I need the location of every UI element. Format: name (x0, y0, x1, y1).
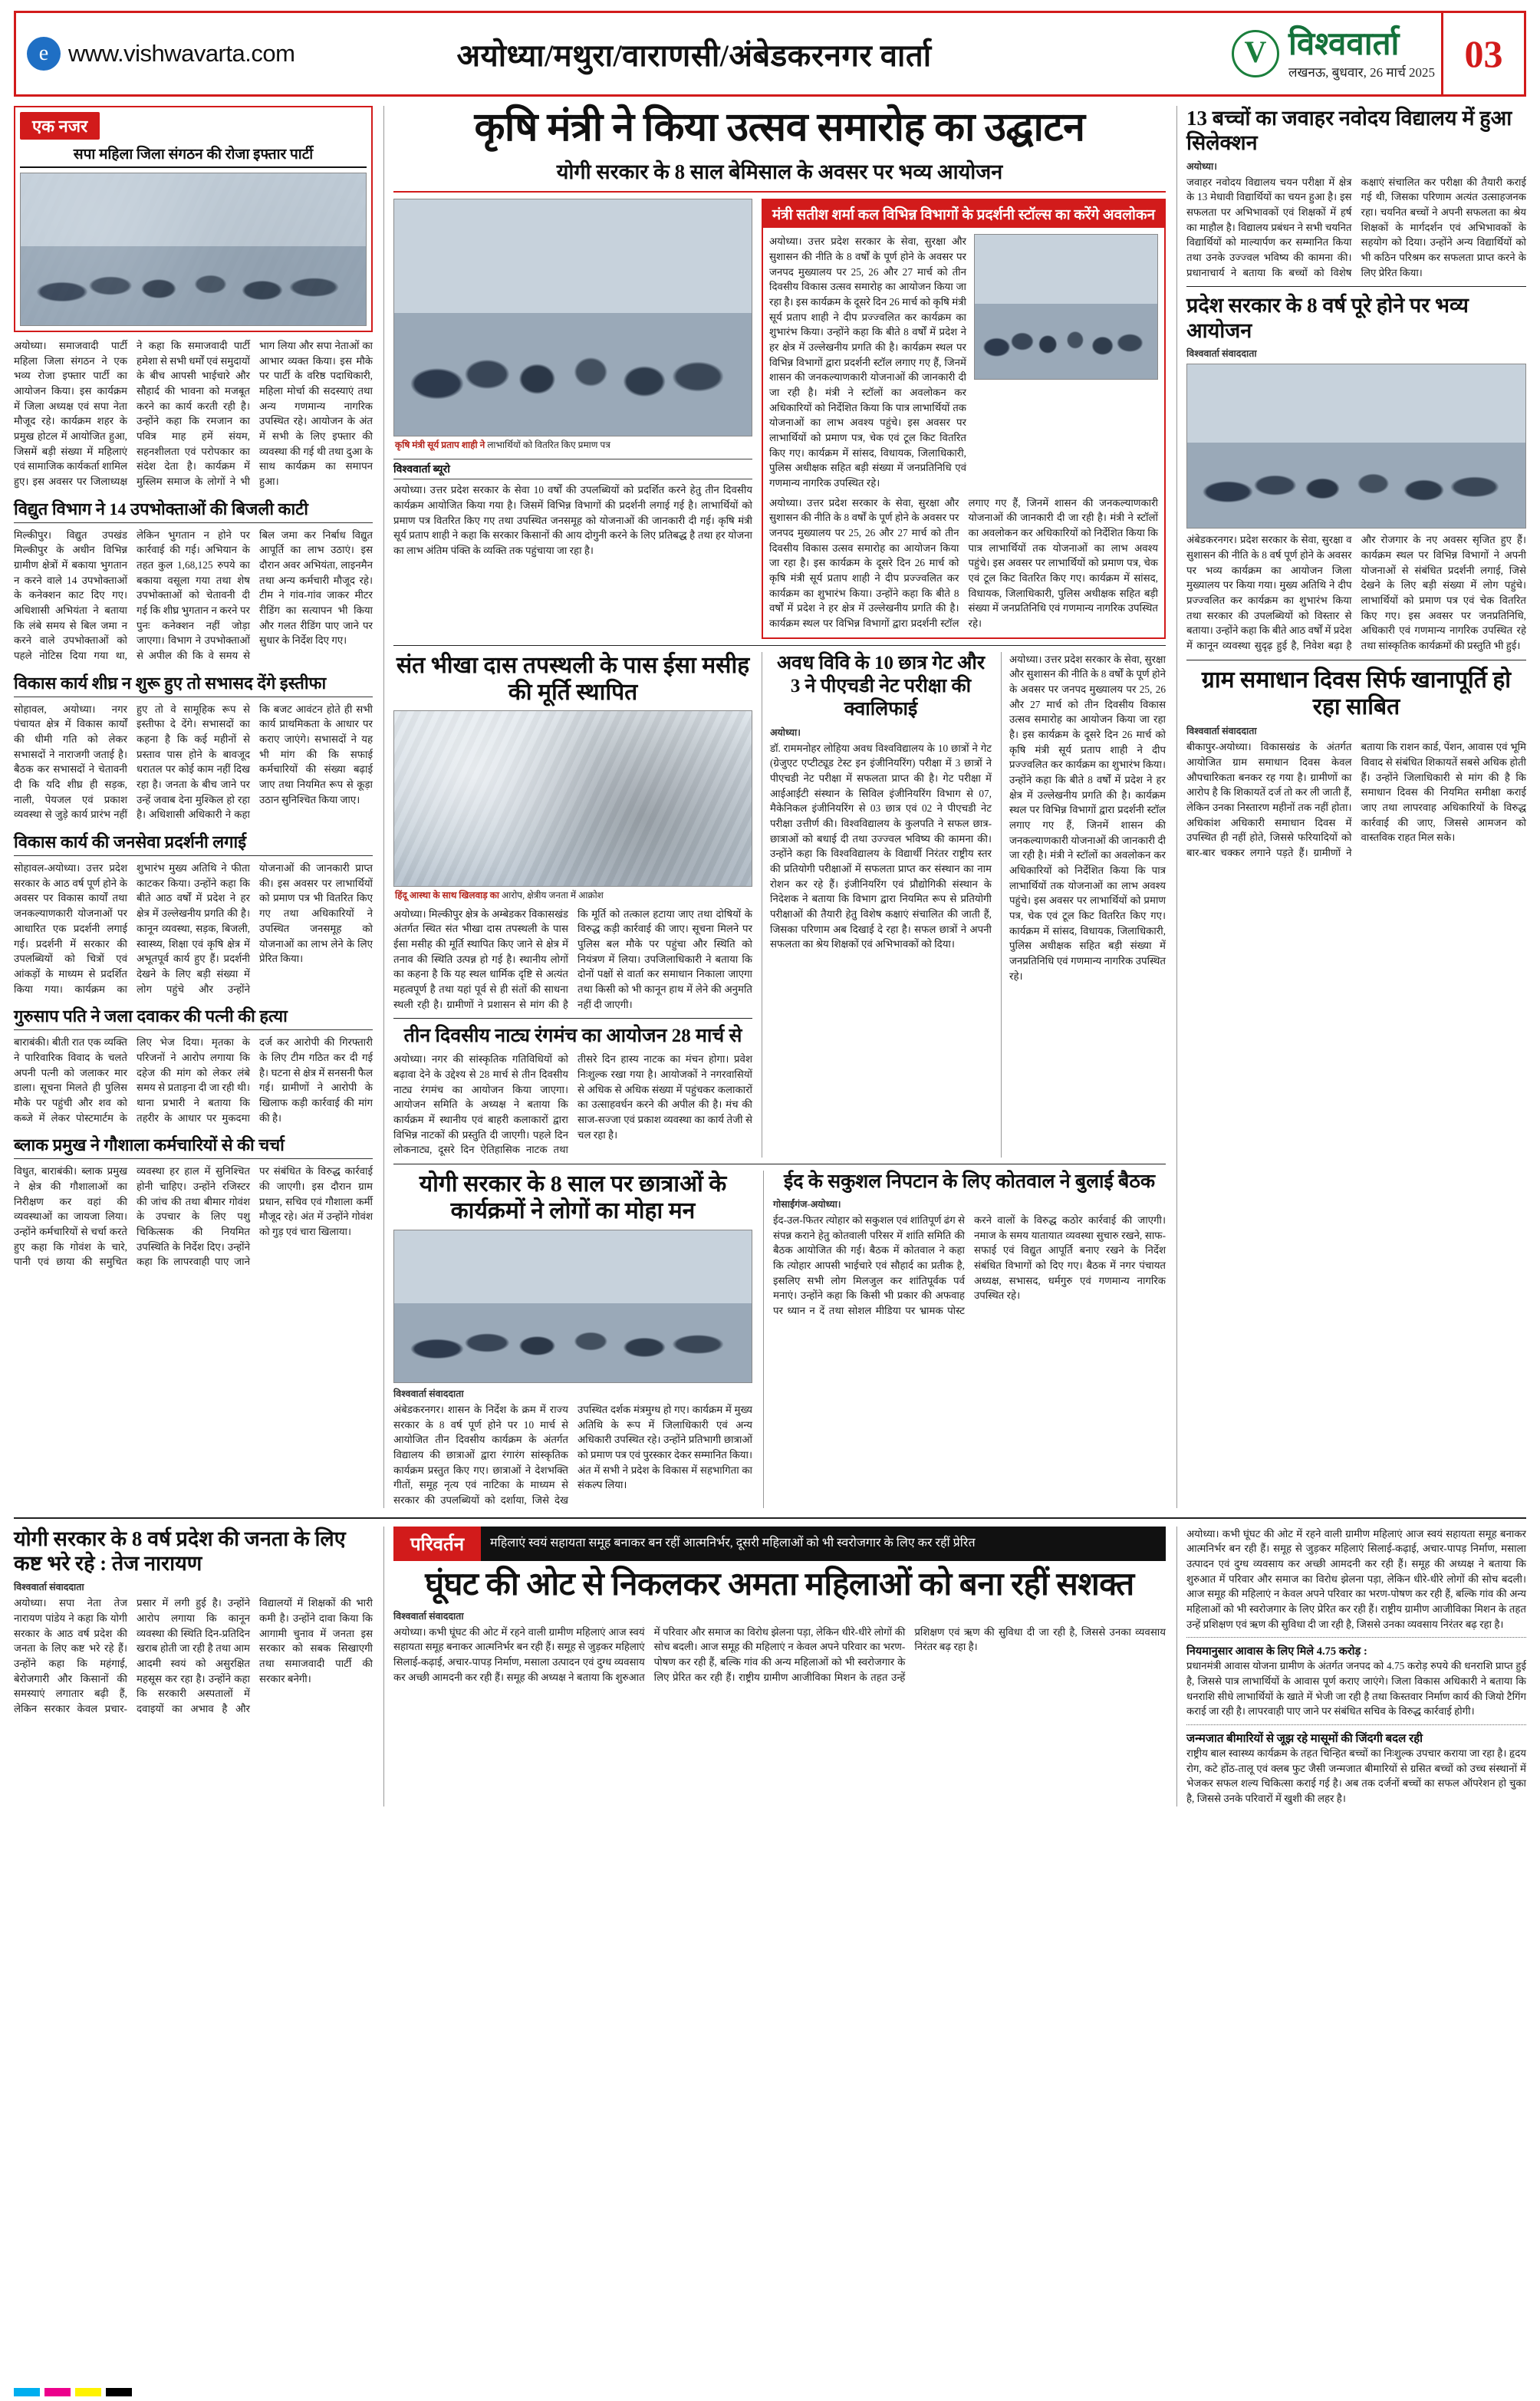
gate-exam-text: डॉ. राममनोहर लोहिया अवध विश्वविद्यालय के 10 छात्रों ने गेट (ग्रेजुएट एप्टीट्यूड टेस्ट इन इंजीनियरिंग) परीक्षा में 3 छात्रों ने पीएचडी नेट परीक्षा में सफलता प्राप्त की है। गेट परीक्षा में आईआईटी संस्थान के सिविल इंजीनियरिंग विभाग से 07, मैकेनिकल इंजीनियरिंग से 03 छात्र एवं 02 ने पीएचडी नेट परीक्षा उत्तीर्ण की। विश्वविद्यालय के कुलपति ने सफल छात्र-छात्राओं को बधाई दी तथा उज्ज्वल भविष्य की कामना की। उन्होंने कहा कि विश्वविद्यालय के विद्यार्थी निरंतर राष्ट्रीय स्तर की प्रतियोगी परीक्षाओं में सफलता प्राप्त कर संस्थान का नाम रोशन कर रहे हैं। इंजीनियरिंग एवं प्रौद्योगिकी संस्थान के निदेशक ने बताया कि विभाग द्वारा नियमित रूप से प्रतियोगी परीक्षाओं की तैयारी हेतु विशेष कक्षाएं संचालित की जाती हैं, जिसका परिणाम अब दिखाई दे रहा है। सफल छात्रों ने अपनी सफलता का श्रेय शिक्षकों एवं अभिभावकों को दिया। (770, 742, 992, 950)
eight-years-byline: विश्ववार्ता संवाददाता (1186, 348, 1257, 360)
state-govt-8-years-event-photo (1186, 364, 1526, 529)
page-number: 03 (1441, 13, 1524, 94)
masthead-logo (1012, 13, 1441, 94)
left-lead-text: अयोध्या। समाजवादी पार्टी महिला जिला संगठन ने एक भव्य रोजा इफ्तार पार्टी का आयोजन किया। इस कार्यक्रम में जिला अध्यक्ष एवं सपा नेता मौजूद रहे। कार्यक्रम शहर के प्रमुख होटल में आयोजित हुआ, जिसमें बड़ी संख्या में महिलाएं एवं सामाजिक कार्यकर्ता शामिल हुए। इस अवसर पर जिलाध्यक्ष ने कहा कि समाजवादी पार्टी हमेशा से सभी धर्मों एवं समुदायों के बीच आपसी भाईचारे और सौहार्द की भावना को मजबूत करने का कार्य करती रही है। उन्होंने कहा कि रमजान का पवित्र माह हमें संयम, सहनशीलता एवं परोपकार का संदेश देता है। कार्यक्रम में मुस्लिम समाज के लोगों ने भी भाग लिया और सपा नेताओं का आभार व्यक्त किया। इस मौके पर पार्टी के वरिष्ठ पदाधिकारी, महिला मोर्चा की सदस्याएं तथा अन्य गणमान्य नागरिक उपस्थित रहे। आयोजन के अंत में सभी के लिए इफ्तार की व्यवस्था की गई थी तथा दुआ के साथ कार्यक्रम का समापन हुआ। (14, 340, 373, 488)
natya-rangmanch-text: अयोध्या। नगर की सांस्कृतिक गतिविधियों को बढ़ावा देने के उद्देश्य से 28 मार्च से तीन दिवसीय नाट्य रंगमंच का आयोजन किया जाएगा। आयोजन समिति के अध्यक्ष ने बताया कि कार्यक्रम में स्थानीय एवं बाहरी कलाकारों द्वारा विभिन्न नाटकों की प्रस्तुति दी जाएगी। पहले दिन लोकनाट्य, दूसरे दिन ऐतिहासिक नाटक तथा तीसरे दिन हास्य नाटक का मंचन होगा। प्रवेश निःशुल्क रखा गया है। आयोजकों ने नगरवासियों से अधिक से अधिक संख्या में पहुंचकर कलाकारों का उत्साहवर्धन करने की अपील की है। मंच की साज-सज्जा एवं प्रकाश व्यवस्था का कार्य तेजी से चल रहा है। (393, 1053, 752, 1156)
navodaya-headline: 13 बच्चों का जवाहर नवोदय विद्यालय में हुआ सिलेक्शन (1186, 107, 1512, 155)
center-sub-col-3 (1001, 652, 1166, 1158)
ghunghat-headline: घूंघट की ओट से निकलकर अमता महिलाओं को बना रहीं सशक्त (425, 1566, 1134, 1602)
main-body (14, 106, 1526, 1508)
parivartan-strapline: महिलाएं स्वयं सहायता समूह बनाकर बन रहीं आत्मनिर्भर, दूसरी महिलाओं को भी स्वरोजगार के लिए कर रहीं प्रेरित (481, 1527, 1166, 1561)
navodaya-text: जवाहर नवोदय विद्यालय चयन परीक्षा में क्षेत्र के 13 मेधावी विद्यार्थियों का चयन हुआ है। इस सफलता पर अभिभावकों एवं शिक्षकों में हर्ष का माहौल है। विद्यालय प्रबंधन ने सभी चयनित विद्यार्थियों को माल्यार्पण कर सम्मानित किया तथा उनके उज्ज्वल भविष्य की कामना की। प्रधानाचार्य ने बताया कि बच्चों को विशेष कक्षाएं संचालित कर परीक्षा की तैयारी कराई गई थी, जिसका परिणाम अत्यंत उत्साहजनक रहा। चयनित बच्चों ने अपनी सफलता का श्रेय शिक्षकों के मार्गदर्शन एवं अभिभावकों के सहयोग को दिया। उन्होंने अन्य विद्यार्थियों को भी कठिन परिश्रम कर सफलता प्राप्त करने के लिए प्रेरित किया। (1186, 176, 1526, 278)
students-cultural-program-photo (393, 1230, 752, 1383)
minister-visit-box (762, 199, 1166, 638)
website-url[interactable]: www.vishwavarta.com (68, 40, 295, 67)
gate-exam-headline: अवध विवि के 10 छात्र गेट और 3 ने पीएचडी नेट परीक्षा की क्वालिफाई (776, 652, 986, 720)
left-section-6-text: विधुत, बाराबंकी। ब्लाक प्रमुख ने क्षेत्र की गौशालाओं का निरीक्षण कर वहां की व्यवस्थाओं का जायजा लिया। उन्होंने कर्मचारियों से चर्चा करते हुए कहा कि गोवंश के चारे, पानी एवं छाया की समुचित व्यवस्था हर हाल में सुनिश्चित होनी चाहिए। उन्होंने रजिस्टर की जांच की तथा बीमार गोवंश के उपचार के लिए पशु चिकित्सक की नियमित उपस्थिति के निर्देश दिए। उन्होंने कहा कि लापरवाही पाए जाने पर संबंधित के विरुद्ध कार्रवाई की जाएगी। इस दौरान ग्राम प्रधान, सचिव एवं गौशाला कर्मी मौजूद रहे। अंत में उन्होंने गोवंश को गुड़ एवं चारा खिलाया। (14, 1165, 373, 1268)
center-column (383, 106, 1166, 1508)
center-extra-text: अयोध्या। उत्तर प्रदेश सरकार के सेवा, सुरक्षा और सुशासन की नीति के 8 वर्षों के पूर्ण होने के अवसर पर जनपद मुख्यालय पर 25, 26 और 27 मार्च को तीन दिवसीय विकास उत्सव समारोह का आयोजन किया जा रहा है। इस कार्यक्रम के दूसरे दिन 26 मार्च को कृषि मंत्री सूर्य प्रताप शाही ने दीप प्रज्ज्वलित कर कार्यक्रम का शुभारंभ किया। उन्होंने कहा कि बीते 8 वर्षों में प्रदेश ने हर क्षेत्र में उल्लेखनीय प्रगति की है। कार्यक्रम स्थल पर विभिन्न विभागों द्वारा प्रदर्शनी स्टॉल लगाए गए हैं, जिनमें शासन की जनकल्याणकारी योजनाओं की जानकारी दी जा रही है। मंत्री ने स्टॉलों का अवलोकन कर अधिकारियों को निर्देशित किया कि पात्र लाभार्थियों तक योजनाओं का लाभ अवश्य पहुंचे। इस अवसर पर लाभार्थियों को प्रमाण पत्र, चेक एवं टूल किट वितरित किए गए। कार्यक्रम में सांसद, विधायक, जिलाधिकारी, पुलिस अधीक्षक सहित बड़ी संख्या में जनप्रतिनिधि एवं गणमान्य नागरिक उपस्थित रहे। (1009, 653, 1166, 982)
bottom-center-article (383, 1527, 1166, 1807)
left-lead-subhead: सपा महिला जिला संगठन की रोजा इफ्तार पार्टी (20, 143, 367, 168)
main-photo-caption: कृषि मंत्री सूर्य प्रताप शाही ने लाभार्थियों को वितरित किए प्रमाण पत्र (395, 440, 610, 451)
minister-visit-text-continued: अयोध्या। उत्तर प्रदेश सरकार के सेवा, सुरक्षा और सुशासन की नीति के 8 वर्षों के पूर्ण होने के अवसर पर जनपद मुख्यालय पर 25, 26 और 27 मार्च को तीन दिवसीय विकास उत्सव समारोह का आयोजन किया जा रहा है। इस कार्यक्रम के दूसरे दिन 26 मार्च को कृषि मंत्री सूर्य प्रताप शाही ने दीप प्रज्ज्वलित कर कार्यक्रम का शुभारंभ किया। उन्होंने कहा कि बीते 8 वर्षों में प्रदेश ने हर क्षेत्र में उल्लेखनीय प्रगति की है। कार्यक्रम स्थल पर विभिन्न विभागों द्वारा प्रदर्शनी स्टॉल लगाए गए हैं, जिनमें शासन की जनकल्याणकारी योजनाओं की जानकारी दी जा रही है। मंत्री ने स्टॉलों का अवलोकन कर अधिकारियों को निर्देशित किया कि पात्र लाभार्थियों तक योजनाओं का लाभ अवश्य पहुंचे। इस अवसर पर लाभार्थियों को प्रमाण पत्र, चेक एवं टूल किट वितरित किए गए। कार्यक्रम में सांसद, विधायक, जिलाधिकारी, पुलिस अधीक्षक सहित बड़ी संख्या में जनप्रतिनिधि एवं गणमान्य नागरिक उपस्थित रहे। (769, 496, 1158, 630)
globe-icon: e (27, 37, 61, 71)
left-section-6-head: ब्लाक प्रमुख ने गौशाला कर्मचारियों से की चर्चा (14, 1133, 373, 1159)
left-section-3-head: विकास कार्य शीघ्र न शुरू हुए तो सभासद देंगे इस्तीफा (14, 671, 373, 697)
masthead-website[interactable] (16, 13, 377, 94)
bottom-right-lead-text: अयोध्या। कभी घूंघट की ओट में रहने वाली ग्रामीण महिलाएं आज स्वयं सहायता समूह बनाकर आत्मनिर्भर बन रही हैं। समूह से जुड़कर महिलाएं सिलाई-कढ़ाई, अचार-पापड़ निर्माण, मसाला उत्पादन एवं दुग्ध व्यवसाय कर अच्छी आमदनी कर रही हैं। समूह की अध्यक्ष ने बताया कि शुरुआत में परिवार और समाज का विरोध झेलना पड़ा, लेकिन धीरे-धीरे लोगों की सोच बदली। आज समूह की महिलाएं न केवल अपने परिवार का भरण-पोषण कर रही हैं, बल्कि गांव की अन्य महिलाओं को भी स्वरोजगार के लिए प्रेरित कर रही हैं। राष्ट्रीय ग्रामीण आजीविका मिशन के तहत उन्हें प्रशिक्षण एवं ऋण की सुविधा दी जा रही है, जिससे उनका व्यवसाय निरंतर बढ़ रहा है। (1186, 1527, 1526, 1630)
ek-nazar-tag: एक नजर (20, 112, 100, 140)
tej-narayan-byline: विश्ववार्ता संवाददाता (14, 1582, 84, 1593)
isa-masih-caption: हिंदू आस्था के साथ खिलवाड़ का आरोप, क्षेत्रीय जनता में आक्रोश (395, 890, 604, 901)
gram-samadhan-byline: विश्ववार्ता संवाददाता (1186, 726, 1257, 737)
child-health-box-head: जन्मजात बीमारियों से जूझ रहे मासूमों की जिंदगी बदल रही (1186, 1732, 1423, 1745)
left-section-5-text: बाराबंकी। बीती रात एक व्यक्ति ने पारिवारिक विवाद के चलते अपनी पत्नी को जलाकर मार डाला। सूचना मिलते ही पुलिस मौके पर पहुंची और शव को कब्जे में लेकर पोस्टमार्टम के लिए भेज दिया। मृतका के परिजनों ने आरोप लगाया कि दहेज की मांग को लेकर लंबे समय से प्रताड़ना दी जा रही थी। थाना प्रभारी ने बताया कि तहरीर के आधार पर मुकदमा दर्ज कर आरोपी की गिरफ्तारी के लिए टीम गठित कर दी गई है। घटना से क्षेत्र में सनसनी फैल गई। ग्रामीणों ने आरोपी के खिलाफ कड़ी कार्रवाई की मांग की है। (14, 1036, 373, 1124)
isa-masih-text: अयोध्या। मिल्कीपुर क्षेत्र के अम्बेडकर विकासखंड अंतर्गत स्थित संत भीखा दास तपस्थली के पास ईसा मसीह की मूर्ति स्थापित किए जाने से क्षेत्र में तनाव की स्थिति उत्पन्न हो गई है। स्थानीय लोगों का कहना है कि यह स्थल धार्मिक दृष्टि से अत्यंत महत्वपूर्ण है तथा यहां पूर्व से ही संतों की साधना स्थली रही है। ग्रामीणों ने प्रशासन से मांग की है कि मूर्ति को तत्काल हटाया जाए तथा दोषियों के विरुद्ध कड़ी कार्रवाई की जाए। सूचना मिलने पर पुलिस बल मौके पर पहुंचा और स्थिति को नियंत्रण में लिया। उपजिलाधिकारी ने बताया कि दोनों पक्षों से वार्ता कर समाधान निकाला जाएगा तथा किसी को भी कानून हाथ में लेने की अनुमति नहीं दी जाएगी। (393, 907, 752, 1010)
roza-iftar-party-photo (20, 173, 367, 326)
right-column (1176, 106, 1526, 1508)
eid-meeting-headline: ईद के सकुशल निपटान के लिए कोतवाल ने बुलाई बैठक (783, 1171, 1156, 1193)
navodaya-byline: अयोध्या। (1186, 160, 1217, 172)
eid-meeting-text: ईद-उल-फितर त्योहार को सकुशल एवं शांतिपूर्ण ढंग से संपन्न कराने हेतु कोतवाली परिसर में शांति समिति की बैठक आयोजित की गई। बैठक में कोतवाल ने कहा कि त्योहार आपसी भाईचारे एवं सौहार्द का प्रतीक है, इसलिए सभी लोग मिलजुल कर शांतिपूर्वक पर्व मनाएं। उन्होंने कहा कि किसी भी प्रकार की अफवाह पर ध्यान न दें तथा सोशल मीडिया पर भ्रामक पोस्ट करने वालों के विरुद्ध कठोर कार्रवाई की जाएगी। नमाज के समय यातायात व्यवस्था सुचारु रखने, साफ-सफाई एवं विद्युत आपूर्ति बनाए रखने के निर्देश संबंधित विभागों को दिए गए। बैठक में नगर पंचायत अध्यक्ष, सभासद, धर्मगुरु एवं गणमान्य नागरिक उपस्थित रहे। (773, 1214, 1166, 1317)
left-section-3-text: सोहावल, अयोध्या। नगर पंचायत क्षेत्र में विकास कार्यों की धीमी गति को लेकर सभासदों ने नाराजगी जताई है। बैठक कर सभासदों ने चेतावनी दी कि यदि शीघ्र ही सड़क, नाली, पेयजल एवं प्रकाश व्यवस्था से जुड़े कार्य प्रारंभ नहीं हुए तो वे सामूहिक रूप से इस्तीफा दे देंगे। सभासदों का कहना है कि कई महीनों से प्रस्ताव पास होने के बावजूद धरातल पर कोई काम नहीं दिख रहा है। जनता के बीच जाने पर उन्हें जवाब देना मुश्किल हो रहा है। अधिशासी अधिकारी ने कहा कि बजट आवंटन होते ही सभी कार्य प्राथमिकता के आधार पर कराए जाएंगे। सभासदों ने यह भी मांग की कि सफाई कर्मचारियों की संख्या बढ़ाई जाए तथा नियमित रूप से कूड़ा उठान सुनिश्चित किया जाए। (14, 703, 373, 821)
left-section-4-text: सोहावल-अयोध्या। उत्तर प्रदेश सरकार के आठ वर्ष पूर्ण होने के अवसर पर विकास कार्यों तथा जनकल्याणकारी योजनाओं पर आधारित एक प्रदर्शनी लगाई गई। प्रदर्शनी में सरकार की उपलब्धियों को चित्रों एवं आंकड़ों के माध्यम से प्रदर्शित किया गया। कार्यक्रम का शुभारंभ मुख्य अतिथि ने फीता काटकर किया। उन्होंने कहा कि बीते आठ वर्षों में प्रदेश ने हर क्षेत्र में उल्लेखनीय प्रगति की है। कानून व्यवस्था, सड़क, बिजली, स्वास्थ्य, शिक्षा एवं कृषि क्षेत्र में अभूतपूर्व कार्य हुए हैं। प्रदर्शनी देखने के लिए बड़ी संख्या में लोग पहुंचे और उन्होंने योजनाओं की जानकारी प्राप्त की। इस अवसर पर लाभार्थियों को प्रमाण पत्र भी वितरित किए गए तथा अधिकारियों ने उपस्थित जनसमूह को योजनाओं का लाभ लेने के लिए प्रेरित किया। (14, 862, 373, 995)
minister-visit-box-header: मंत्री सतीश शर्मा कल विभिन्न विभागों के प्रदर्शनी स्टॉल्स का करेंगे अवलोकन (763, 200, 1164, 228)
gram-samadhan-text: बीकापुर-अयोध्या। विकासखंड के अंतर्गत आयोजित ग्राम समाधान दिवस केवल औपचारिकता बनकर रह गया है। ग्रामीणों का आरोप है कि शिकायतें दर्ज तो कर ली जाती हैं, लेकिन उनका निस्तारण महीनों तक नहीं होता। अधिकांश अधिकारी समाधान दिवस में उपस्थित ही नहीं होते, जिससे फरियादियों को बार-बार चक्कर लगाने पड़ते हैं। ग्रामीणों ने बताया कि राशन कार्ड, पेंशन, आवास एवं भूमि विवाद से संबंधित शिकायतें सबसे अधिक होती हैं। उन्होंने जिलाधिकारी से मांग की है कि समाधान दिवस की नियमित समीक्षा कराई जाए तथा लापरवाह अधिकारियों के विरुद्ध कार्रवाई की जाए, जिससे आमजन को वास्तविक राहत मिल सके। (1186, 741, 1526, 859)
minister-visit-text: अयोध्या। उत्तर प्रदेश सरकार के सेवा, सुरक्षा और सुशासन की नीति के 8 वर्षों के पूर्ण होने के अवसर पर जनपद मुख्यालय पर 25, 26 और 27 मार्च को तीन दिवसीय विकास उत्सव समारोह का आयोजन किया जा रहा है। इस कार्यक्रम के दूसरे दिन 26 मार्च को कृषि मंत्री सूर्य प्रताप शाही ने दीप प्रज्ज्वलित कर कार्यक्रम का शुभारंभ किया। उन्होंने कहा कि बीते 8 वर्षों में प्रदेश ने हर क्षेत्र में उल्लेखनीय प्रगति की है। कार्यक्रम स्थल पर विभिन्न विभागों द्वारा प्रदर्शनी स्टॉल लगाए गए हैं, जिनमें शासन की जनकल्याणकारी योजनाओं की जानकारी दी जा रही है। मंत्री ने स्टॉलों का अवलोकन कर अधिकारियों को निर्देशित किया कि पात्र लाभार्थियों तक योजनाओं का लाभ अवश्य पहुंचे। इस अवसर पर लाभार्थियों को प्रमाण पत्र, चेक एवं टूल किट वितरित किए गए। कार्यक्रम में सांसद, विधायक, जिलाधिकारी, पुलिस अधीक्षक सहित बड़ी संख्या में जनप्रतिनिधि एवं गणमान्य नागरिक उपस्थित रहे। (769, 235, 966, 489)
left-section-4-head: विकास कार्य की जनसेवा प्रदर्शनी लगाई (14, 830, 373, 856)
logo-subtitle: लखनऊ, बुधवार, 26 मार्च 2025 (1288, 65, 1435, 80)
center-sub-col-1 (393, 652, 752, 1158)
ghunghat-byline: विश्ववार्ता संवाददाता (393, 1610, 464, 1622)
edition-line: अयोध्या/मथुरा/वाराणसी/अंबेडकरनगर वार्ता (456, 38, 932, 73)
ghunghat-text: अयोध्या। कभी घूंघट की ओट में रहने वाली ग्रामीण महिलाएं आज स्वयं सहायता समूह बनाकर आत्मनिर्भर बन रही हैं। समूह से जुड़कर महिलाएं सिलाई-कढ़ाई, अचार-पापड़ निर्माण, मसाला उत्पादन एवं दुग्ध व्यवसाय कर अच्छी आमदनी कर रही हैं। समूह की अध्यक्ष ने बताया कि शुरुआत में परिवार और समाज का विरोध झेलना पड़ा, लेकिन धीरे-धीरे लोगों की सोच बदली। आज समूह की महिलाएं न केवल अपने परिवार का भरण-पोषण कर रही हैं, बल्कि गांव की अन्य महिलाओं को भी स्वरोजगार के लिए प्रेरित कर रही हैं। राष्ट्रीय ग्रामीण आजीविका मिशन के तहत उन्हें प्रशिक्षण एवं ऋण की सुविधा दी जा रही है, जिससे उनका व्यवसाय निरंतर बढ़ रहा है। (393, 1625, 1166, 1683)
isa-masih-headline: संत भीखा दास तपस्थली के पास ईसा मसीह की मूर्ति स्थापित (396, 652, 750, 706)
child-health-box-text: राष्ट्रीय बाल स्वास्थ्य कार्यक्रम के तहत चिन्हित बच्चों का निःशुल्क उपचार कराया जा रहा है। हृदय रोग, कटे होंठ-तालू एवं क्लब फुट जैसी जन्मजात बीमारियों से ग्रसित बच्चों को उच्च संस्थानों में भेजकर सफल शल्य चिकित्सा कराई गई है। अब तक दर्जनों बच्चों का सफल ऑपरेशन हो चुका है, जिससे उनके परिवारों में खुशी की लहर है। (1186, 1747, 1526, 1804)
parivartan-tag: परिवर्तन (393, 1527, 481, 1561)
awas-box-text: प्रधानमंत्री आवास योजना ग्रामीण के अंतर्गत जनपद को 4.75 करोड़ रुपये की धनराशि प्राप्त हुई है, जिससे पात्र लाभार्थियों के आवास पूर्ण कराए जाएंगे। जिला विकास अधिकारी ने बताया कि धनराशि सीधे लाभार्थियों के खाते में भेजी जा रही है तथा किस्तवार निर्माण कार्य की जियो टैगिंग कराई जा रही है। लापरवाही पाए जाने पर संबंधित सचिव के विरुद्ध कार्रवाई होगी। (1186, 1660, 1526, 1718)
tej-narayan-text: अयोध्या। सपा नेता तेज नारायण पांडेय ने कहा कि योगी सरकार के आठ वर्ष प्रदेश की जनता के लिए कष्ट भरे रहे हैं। उन्होंने कहा कि महंगाई, बेरोजगारी और किसानों की समस्याएं लगातार बढ़ी हैं, लेकिन सरकार केवल प्रचार-प्रसार में लगी हुई है। उन्होंने आरोप लगाया कि कानून व्यवस्था की स्थिति दिन-प्रतिदिन खराब होती जा रही है तथा आम आदमी स्वयं को असुरक्षित महसूस कर रहा है। उन्होंने कहा कि सरकारी अस्पतालों में दवाइयों का अभाव है और विद्यालयों में शिक्षकों की भारी कमी है। उन्होंने दावा किया कि आगामी चुनाव में जनता इस सरकार को सबक सिखाएगी तथा समाजवादी पार्टी की सरकार बनेगी। (14, 1597, 373, 1715)
logo-title: विश्ववार्ता (1288, 27, 1400, 62)
masthead (14, 11, 1526, 97)
parivartan-banner (393, 1527, 1166, 1561)
students-program-text: अंबेडकरनगर। शासन के निर्देश के क्रम में राज्य सरकार के 8 वर्ष पूर्ण होने पर 10 मार्च से आयोजित तीन दिवसीय कार्यक्रम के अंतर्गत विद्यालय की छात्राओं द्वारा रंगारंग सांस्कृतिक कार्यक्रम प्रस्तुत किए गए। छात्राओं ने देशभक्ति गीतों, समूह नृत्य एवं नाटिका के माध्यम से सरकार की उपलब्धियों को दर्शाया, जिसे देख उपस्थित दर्शक मंत्रमुग्ध हो गए। कार्यक्रम में मुख्य अतिथि के रूप में जिलाधिकारी एवं अन्य अधिकारी उपस्थित रहे। उन्होंने प्रतिभागी छात्राओं को प्रमाण पत्र एवं पुरस्कार देकर सम्मानित किया। अंत में सभी ने प्रदेश के विकास में सहभागिता का संकल्प लिया। (393, 1403, 752, 1506)
students-program-byline: विश्ववार्ता संवाददाता (393, 1388, 464, 1399)
center-cert-text: अयोध्या। उत्तर प्रदेश सरकार के सेवा 10 वर्षों की उपलब्धियों को प्रदर्शित करने हेतु तीन दिवसीय कार्यक्रम आयोजित किया गया है। जिसमें विभिन्न विभागों की प्रदर्शनी लगाई गई है। लाभार्थियों को प्रमाण पत्र वितरित किए गए तथा उपस्थित जनसमूह को योजनाओं की जानकारी दी गई। कृषि मंत्री सूर्य प्रताप शाही ने कहा कि सरकार किसानों की आय दोगुनी करने के लिए प्रतिबद्ध है तथा हर योजना का लाभ अंतिम पंक्ति के व्यक्ति तक पहुंचाया जा रहा है। (393, 484, 752, 557)
awas-box-head: नियमानुसार आवास के लिए मिले 4.75 करोड़ : (1186, 1645, 1367, 1658)
bottom-strip (14, 1517, 1526, 1807)
isa-masih-statue-photo (393, 710, 752, 887)
center-sub-col-2 (762, 652, 992, 1158)
bottom-right-column (1176, 1527, 1526, 1807)
center-cert-byline: विश्ववार्ता ब्यूरो (393, 459, 752, 479)
left-section-2-text: मिल्कीपुर। विद्युत उपखंड मिल्कीपुर के अधीन विभिन्न ग्रामीण क्षेत्रों में बकाया भुगतान न करने वाले 14 उपभोक्ताओं के कनेक्शन काट दिए गए। अधिशासी अभियंता ने बताया कि लंबे समय से बिल जमा न करने वाले उपभोक्ताओं को पहले नोटिस दिया गया था, लेकिन भुगतान न होने पर कार्रवाई की गई। अभियान के तहत कुल 1,68,125 रुपये का बकाया वसूला गया तथा शेष उपभोक्ताओं को चेतावनी दी गई कि शीघ्र भुगतान न करने पर पुनः कनेक्शन नहीं जोड़ा जाएगा। विभाग ने उपभोक्ताओं से अपील की कि वे समय से बिल जमा कर निर्बाध विद्युत आपूर्ति का लाभ उठाएं। इस दौरान अवर अभियंता, लाइनमैन तथा अन्य कर्मचारी मौजूद रहे। टीम ने गांव-गांव जाकर मीटर रीडिंग का सत्यापन भी किया और गलत रीडिंग पाए जाने पर सुधार के निर्देश दिए गए। (14, 529, 373, 662)
tej-narayan-headline: योगी सरकार के 8 वर्ष प्रदेश की जनता के लिए कष्ट भरे रहे : तेज नारायण (14, 1527, 346, 1575)
gram-samadhan-headline: ग्राम समाधान दिवस सिर्फ खानापूर्ति हो रहा साबित (1201, 667, 1512, 720)
students-program-article (393, 1171, 752, 1507)
bottom-left-article (14, 1527, 373, 1807)
vishwavarta-logo-icon (1232, 30, 1279, 77)
main-subheadline: योगी सरकार के 8 साल बेमिसाल के अवसर पर भव्य आयोजन (556, 160, 1003, 184)
cmyk-registration-bar (14, 2388, 132, 2396)
left-section-5-head: गुरुसाप पति ने जला दवाकर की पत्नी की हत्या (14, 1004, 373, 1030)
eight-years-headline: प्रदेश सरकार के 8 वर्ष पूरे होने पर भव्य आयोजन (1186, 294, 1469, 342)
minister-satish-sharma-photo (974, 234, 1158, 380)
eid-meeting-article (763, 1171, 1166, 1507)
gate-exam-byline: अयोध्या। (770, 726, 801, 738)
left-column (14, 106, 373, 1508)
main-headline: कृषि मंत्री ने किया उत्सव समारोह का उद्घाटन (474, 106, 1085, 150)
natya-rangmanch-headline: तीन दिवसीय नाट्य रंगमंच का आयोजन 28 मार्च से (403, 1026, 742, 1047)
left-section-2-head: विद्युत विभाग ने 14 उपभोक्ताओं की बिजली काटी (14, 497, 373, 523)
students-program-headline: योगी सरकार के 8 साल पर छात्राओं के कार्यक्रमों ने लोगों का मोहा मन (419, 1171, 727, 1224)
eid-meeting-byline: गोसाईंगंज-अयोध्या। (773, 1199, 841, 1210)
agriculture-minister-event-photo (393, 199, 752, 436)
eight-years-text: अंबेडकरनगर। प्रदेश सरकार के सेवा, सुरक्षा व सुशासन की नीति के 8 वर्ष पूर्ण होने के अवसर पर भव्य कार्यक्रम का आयोजन जिला मुख्यालय पर किया गया। मुख्य अतिथि ने दीप प्रज्ज्वलित कर कार्यक्रम का शुभारंभ किया तथा सरकार की उपलब्धियों को विस्तार से बताया। उन्होंने कहा कि बीते आठ वर्षों में प्रदेश में कानून व्यवस्था सुदृढ़ हुई है, निवेश बढ़ा है और रोजगार के नए अवसर सृजित हुए हैं। कार्यक्रम स्थल पर विभिन्न विभागों ने अपनी योजनाओं से संबंधित प्रदर्शनी लगाई, जिसे देखने के लिए बड़ी संख्या में लोग पहुंचे। लाभार्थियों को प्रमाण पत्र एवं चेक वितरित किए गए। इस अवसर पर जनप्रतिनिधि, अधिकारी एवं गणमान्य नागरिक उपस्थित रहे तथा सांस्कृतिक कार्यक्रमों की प्रस्तुति भी हुई। (1186, 534, 1526, 651)
